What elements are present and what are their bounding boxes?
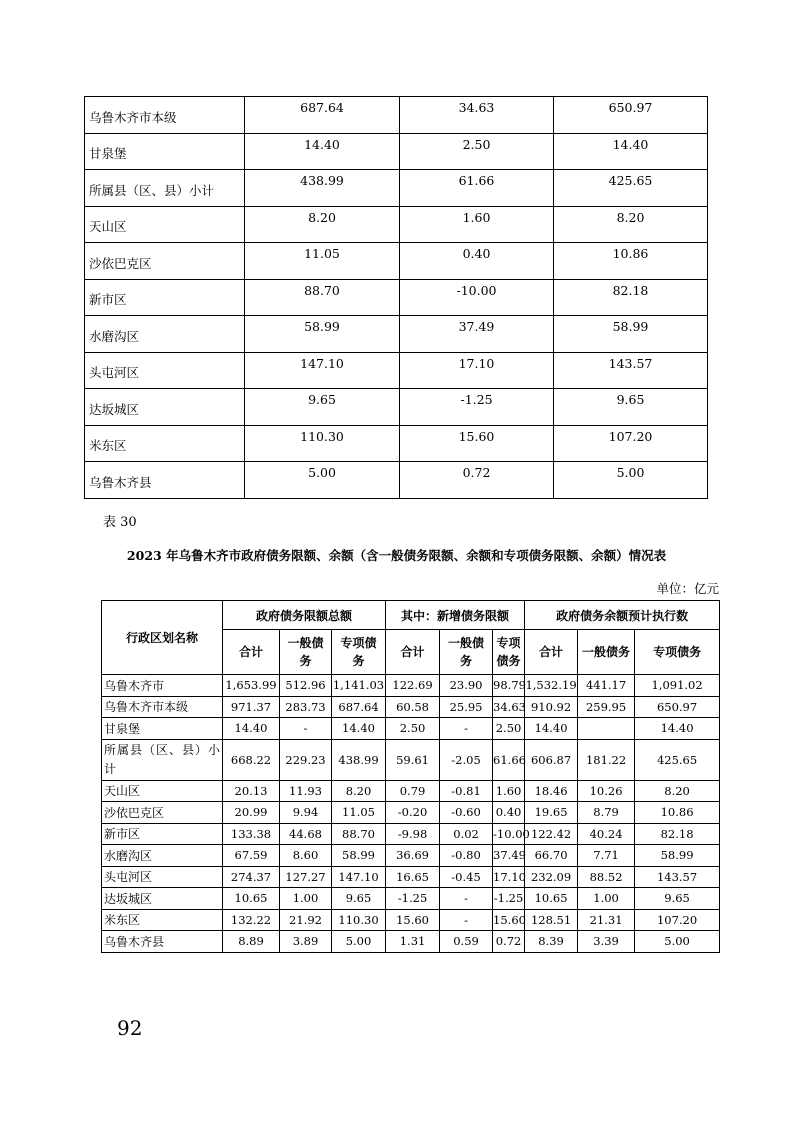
value-cell: 36.69 xyxy=(386,845,440,867)
header-general: 一般债务 xyxy=(578,630,635,675)
table-row xyxy=(102,931,720,953)
region-name-cell: 达坂城区 xyxy=(85,389,245,426)
value-cell: -1.25 xyxy=(493,888,525,910)
value-cell: 17.10 xyxy=(493,866,525,888)
value-cell: 14.40 xyxy=(525,718,578,740)
value-cell: -10.00 xyxy=(493,823,525,845)
value-cell: 67.59 xyxy=(223,845,280,867)
value-cell: 14.40 xyxy=(332,718,386,740)
table-row xyxy=(85,316,708,353)
value-cell: 11.93 xyxy=(280,780,332,802)
value-cell xyxy=(578,718,635,740)
region-name-cell: 沙依巴克区 xyxy=(85,243,245,280)
value-cell: 107.20 xyxy=(635,909,720,931)
value-cell: 10.86 xyxy=(554,243,708,280)
value-cell: 9.65 xyxy=(554,389,708,426)
table-row xyxy=(85,97,708,134)
value-cell: 1.00 xyxy=(280,888,332,910)
region-name-cell: 甘泉堡 xyxy=(102,718,223,740)
region-name-cell: 头屯河区 xyxy=(85,352,245,389)
value-cell: 88.70 xyxy=(332,823,386,845)
value-cell: 11.05 xyxy=(245,243,400,280)
header-group-balance: 政府债务余额预计执行数 xyxy=(525,601,720,630)
value-cell: 61.66 xyxy=(493,739,525,780)
value-cell: 259.95 xyxy=(578,696,635,718)
debt-limit-table xyxy=(101,600,720,953)
value-cell: - xyxy=(280,718,332,740)
value-cell: 110.30 xyxy=(332,909,386,931)
value-cell: 147.10 xyxy=(332,866,386,888)
value-cell: -9.98 xyxy=(386,823,440,845)
value-cell: 14.40 xyxy=(245,133,400,170)
value-cell: 5.00 xyxy=(554,462,708,499)
value-cell: -1.25 xyxy=(400,389,554,426)
value-cell: 58.99 xyxy=(635,845,720,867)
region-name-cell: 新市区 xyxy=(85,279,245,316)
region-name-cell: 水磨沟区 xyxy=(102,845,223,867)
table-row xyxy=(85,206,708,243)
value-cell: 232.09 xyxy=(525,866,578,888)
value-cell: 0.72 xyxy=(400,462,554,499)
value-cell: 3.89 xyxy=(280,931,332,953)
unit-label: 单位：亿元 xyxy=(656,581,719,596)
region-name-cell: 乌鲁木齐市本级 xyxy=(102,696,223,718)
value-cell: 82.18 xyxy=(554,279,708,316)
header-group-new-limit: 其中：新增债务限额 xyxy=(386,601,525,630)
value-cell: 8.89 xyxy=(223,931,280,953)
value-cell: 61.66 xyxy=(400,170,554,207)
value-cell: 650.97 xyxy=(554,97,708,134)
value-cell: 58.99 xyxy=(245,316,400,353)
value-cell: 5.00 xyxy=(245,462,400,499)
value-cell: 17.10 xyxy=(400,352,554,389)
value-cell: 9.65 xyxy=(332,888,386,910)
value-cell: 122.42 xyxy=(525,823,578,845)
region-name-cell: 乌鲁木齐县 xyxy=(85,462,245,499)
value-cell: 650.97 xyxy=(635,696,720,718)
page-number: 92 xyxy=(117,1016,143,1040)
table-row xyxy=(102,845,720,867)
table-row xyxy=(85,462,708,499)
value-cell: 8.39 xyxy=(525,931,578,953)
region-name-cell: 达坂城区 xyxy=(102,888,223,910)
value-cell: 1,532.19 xyxy=(525,675,578,697)
header-general: 一般债 务 xyxy=(440,630,493,675)
value-cell: -10.00 xyxy=(400,279,554,316)
value-cell: 0.79 xyxy=(386,780,440,802)
value-cell: 10.86 xyxy=(635,802,720,824)
value-cell: 82.18 xyxy=(635,823,720,845)
value-cell: 23.90 xyxy=(440,675,493,697)
region-name-cell: 甘泉堡 xyxy=(85,133,245,170)
header-general: 一般债 务 xyxy=(280,630,332,675)
table-row xyxy=(102,739,720,780)
value-cell: 2.50 xyxy=(493,718,525,740)
region-name-cell: 水磨沟区 xyxy=(85,316,245,353)
value-cell: -0.81 xyxy=(440,780,493,802)
value-cell: 10.26 xyxy=(578,780,635,802)
value-cell: 40.24 xyxy=(578,823,635,845)
header-total: 合计 xyxy=(525,630,578,675)
value-cell: 132.22 xyxy=(223,909,280,931)
region-name-cell: 新市区 xyxy=(102,823,223,845)
value-cell: -1.25 xyxy=(386,888,440,910)
value-cell: 128.51 xyxy=(525,909,578,931)
table-label: 表 30 xyxy=(103,515,137,530)
value-cell: 16.65 xyxy=(386,866,440,888)
value-cell: -0.20 xyxy=(386,802,440,824)
value-cell: 60.58 xyxy=(386,696,440,718)
table-row xyxy=(102,888,720,910)
value-cell: 5.00 xyxy=(635,931,720,953)
region-name-cell: 米东区 xyxy=(85,425,245,462)
table-row xyxy=(85,279,708,316)
region-name-cell: 乌鲁木齐市本级 xyxy=(85,97,245,134)
value-cell: 127.27 xyxy=(280,866,332,888)
value-cell: 9.65 xyxy=(635,888,720,910)
continuation-table xyxy=(84,96,708,499)
value-cell: 10.65 xyxy=(525,888,578,910)
region-name-cell: 所属县（区、县）小计 xyxy=(85,170,245,207)
value-cell: -2.05 xyxy=(440,739,493,780)
value-cell: 438.99 xyxy=(245,170,400,207)
value-cell: 8.20 xyxy=(554,206,708,243)
value-cell: 147.10 xyxy=(245,352,400,389)
value-cell: - xyxy=(440,909,493,931)
value-cell: 668.22 xyxy=(223,739,280,780)
table-row xyxy=(102,675,720,697)
value-cell: 1,091.02 xyxy=(635,675,720,697)
table-row xyxy=(102,780,720,802)
value-cell: 1.60 xyxy=(493,780,525,802)
value-cell: 1.00 xyxy=(578,888,635,910)
value-cell: 5.00 xyxy=(332,931,386,953)
value-cell: 21.92 xyxy=(280,909,332,931)
value-cell: -0.60 xyxy=(440,802,493,824)
region-name-cell: 乌鲁木齐市 xyxy=(102,675,223,697)
value-cell: 1,141.03 xyxy=(332,675,386,697)
region-name-cell: 乌鲁木齐县 xyxy=(102,931,223,953)
value-cell: 512.96 xyxy=(280,675,332,697)
value-cell: 18.46 xyxy=(525,780,578,802)
value-cell: 88.70 xyxy=(245,279,400,316)
value-cell: 15.60 xyxy=(400,425,554,462)
value-cell: 0.40 xyxy=(400,243,554,280)
table-row xyxy=(85,243,708,280)
value-cell: 687.64 xyxy=(332,696,386,718)
header-special: 专项债务 xyxy=(635,630,720,675)
table-row xyxy=(85,133,708,170)
value-cell: 283.73 xyxy=(280,696,332,718)
table-row xyxy=(102,866,720,888)
value-cell: 66.70 xyxy=(525,845,578,867)
value-cell: 425.65 xyxy=(635,739,720,780)
value-cell: 10.65 xyxy=(223,888,280,910)
value-cell: 0.02 xyxy=(440,823,493,845)
value-cell: 37.49 xyxy=(400,316,554,353)
value-cell: - xyxy=(440,718,493,740)
value-cell: 98.79 xyxy=(493,675,525,697)
region-name-cell: 米东区 xyxy=(102,909,223,931)
value-cell: -0.45 xyxy=(440,866,493,888)
table-row xyxy=(102,909,720,931)
table-row xyxy=(102,718,720,740)
value-cell: 34.63 xyxy=(493,696,525,718)
value-cell: 2.50 xyxy=(400,133,554,170)
value-cell: 274.37 xyxy=(223,866,280,888)
value-cell: 88.52 xyxy=(578,866,635,888)
value-cell: 59.61 xyxy=(386,739,440,780)
value-cell: 2.50 xyxy=(386,718,440,740)
value-cell: 1,653.99 xyxy=(223,675,280,697)
value-cell: 606.87 xyxy=(525,739,578,780)
value-cell: 910.92 xyxy=(525,696,578,718)
value-cell: 20.99 xyxy=(223,802,280,824)
value-cell: 14.40 xyxy=(554,133,708,170)
table-row xyxy=(85,170,708,207)
value-cell: 7.71 xyxy=(578,845,635,867)
header-special: 专项 债务 xyxy=(493,630,525,675)
value-cell: 971.37 xyxy=(223,696,280,718)
value-cell: 438.99 xyxy=(332,739,386,780)
value-cell: 143.57 xyxy=(635,866,720,888)
value-cell: 1.60 xyxy=(400,206,554,243)
value-cell: 122.69 xyxy=(386,675,440,697)
value-cell: 8.20 xyxy=(332,780,386,802)
value-cell: 229.23 xyxy=(280,739,332,780)
value-cell: - xyxy=(440,888,493,910)
value-cell: 58.99 xyxy=(332,845,386,867)
region-name-cell: 天山区 xyxy=(102,780,223,802)
table-row xyxy=(85,352,708,389)
table-title: 2023 年乌鲁木齐市政府债务限额、余额（含一般债务限额、余额和专项债务限额、余额）情况表 xyxy=(126,548,667,563)
value-cell: 8.79 xyxy=(578,802,635,824)
value-cell: 34.63 xyxy=(400,97,554,134)
value-cell: 0.59 xyxy=(440,931,493,953)
region-name-cell: 所属县（区、县）小计 xyxy=(102,739,223,780)
value-cell: 107.20 xyxy=(554,425,708,462)
table-row xyxy=(102,696,720,718)
value-cell: 3.39 xyxy=(578,931,635,953)
value-cell: 14.40 xyxy=(223,718,280,740)
region-name-cell: 沙依巴克区 xyxy=(102,802,223,824)
value-cell: 11.05 xyxy=(332,802,386,824)
value-cell: 19.65 xyxy=(525,802,578,824)
value-cell: 9.94 xyxy=(280,802,332,824)
value-cell: 0.40 xyxy=(493,802,525,824)
value-cell: -0.80 xyxy=(440,845,493,867)
value-cell: 37.49 xyxy=(493,845,525,867)
value-cell: 1.31 xyxy=(386,931,440,953)
table-row xyxy=(85,425,708,462)
header-region: 行政区划名称 xyxy=(102,601,223,675)
value-cell: 9.65 xyxy=(245,389,400,426)
table-row xyxy=(102,823,720,845)
value-cell: 143.57 xyxy=(554,352,708,389)
value-cell: 15.60 xyxy=(386,909,440,931)
value-cell: 8.20 xyxy=(245,206,400,243)
region-name-cell: 天山区 xyxy=(85,206,245,243)
value-cell: 14.40 xyxy=(635,718,720,740)
value-cell: 181.22 xyxy=(578,739,635,780)
value-cell: 425.65 xyxy=(554,170,708,207)
region-name-cell: 头屯河区 xyxy=(102,866,223,888)
value-cell: 133.38 xyxy=(223,823,280,845)
value-cell: 44.68 xyxy=(280,823,332,845)
value-cell: 687.64 xyxy=(245,97,400,134)
header-group-limit-total: 政府债务限额总额 xyxy=(223,601,386,630)
value-cell: 8.20 xyxy=(635,780,720,802)
value-cell: 0.72 xyxy=(493,931,525,953)
value-cell: 15.60 xyxy=(493,909,525,931)
header-total: 合计 xyxy=(223,630,280,675)
header-special: 专项债 务 xyxy=(332,630,386,675)
value-cell: 20.13 xyxy=(223,780,280,802)
value-cell: 110.30 xyxy=(245,425,400,462)
header-total: 合计 xyxy=(386,630,440,675)
value-cell: 21.31 xyxy=(578,909,635,931)
value-cell: 25.95 xyxy=(440,696,493,718)
value-cell: 58.99 xyxy=(554,316,708,353)
table-row xyxy=(85,389,708,426)
value-cell: 441.17 xyxy=(578,675,635,697)
value-cell: 8.60 xyxy=(280,845,332,867)
table-row xyxy=(102,802,720,824)
